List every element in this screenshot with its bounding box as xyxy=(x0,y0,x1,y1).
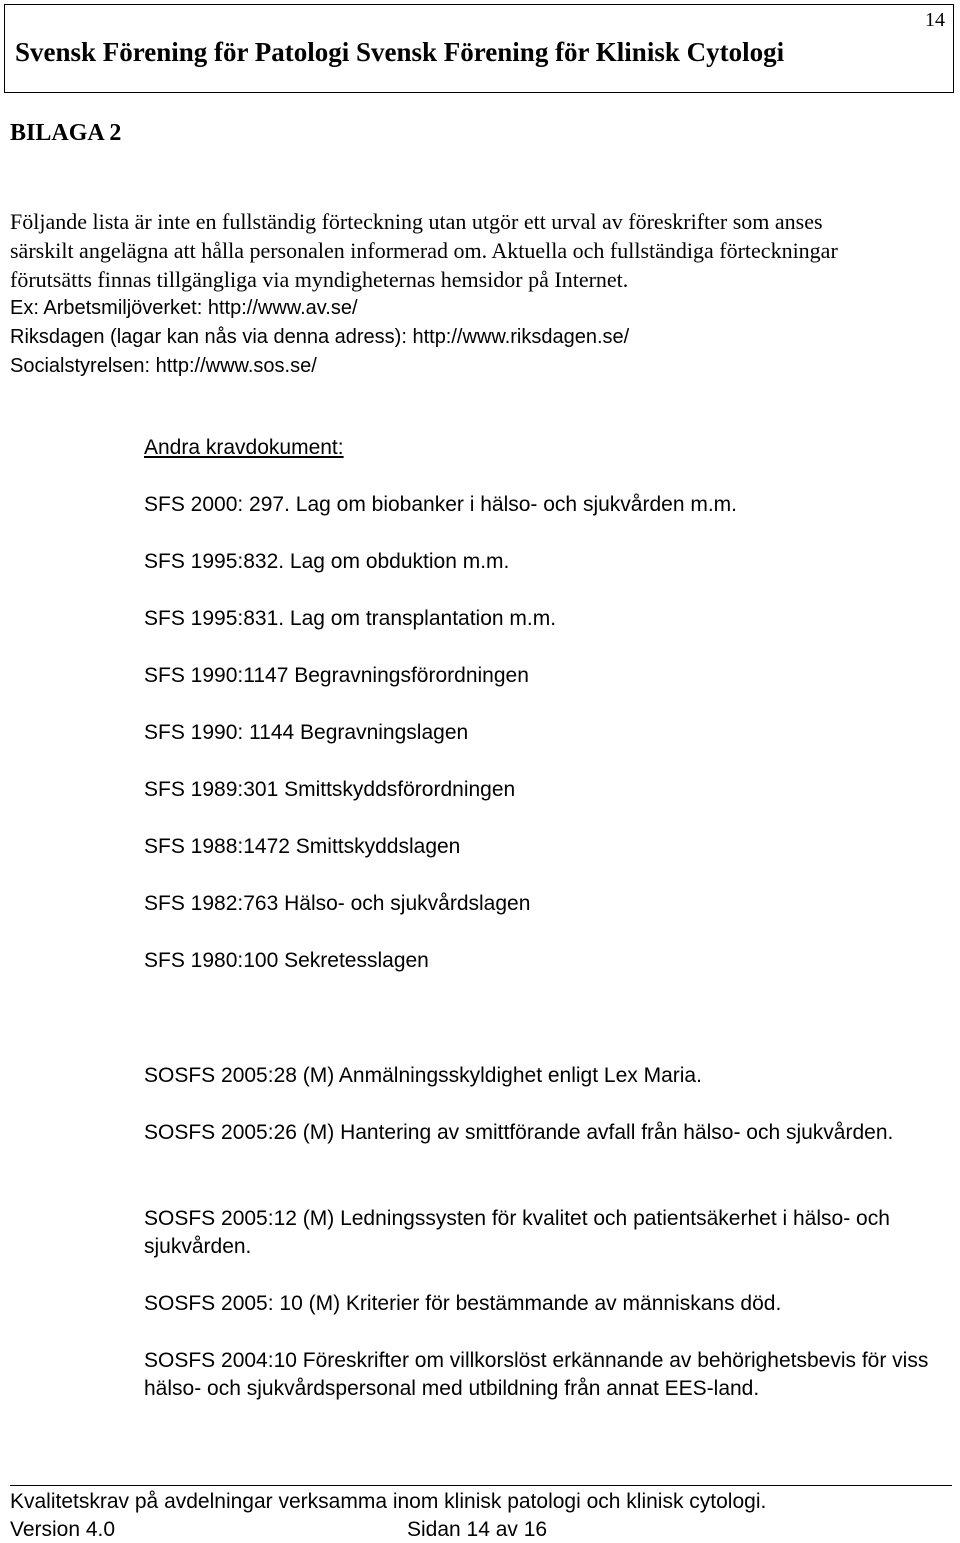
list-item: SFS 1995:831. Lag om transplantation m.m. xyxy=(144,607,557,630)
list-item: SFS 1989:301 Smittskyddsförordningen xyxy=(144,778,516,801)
page-header xyxy=(4,4,954,93)
list-item: SFS 1995:832. Lag om obduktion m.m. xyxy=(144,550,510,573)
intro-line: särskilt angelägna att hålla personalen informerad om. Aktuella och fullständiga förteckningar xyxy=(10,238,838,263)
list-item: SOSFS 2005:28 (M) Anmälningsskyldighet enligt Lex Maria. xyxy=(144,1064,702,1087)
list-item: SFS 1980:100 Sekretesslagen xyxy=(144,949,429,972)
header-title: Svensk Förening för Patologi Svensk Förening för Klinisk Cytologi xyxy=(15,37,785,67)
footer-divider xyxy=(10,1485,952,1486)
intro-line: Följande lista är inte en fullständig förteckning utan utgör ett urval av föreskrifter som anses xyxy=(10,209,823,234)
list-item: SOSFS 2004:10 Föreskrifter om villkorslöst erkännande av behörighetsbevis för viss hälso- och sjukvårdspersonal med utbildning från annat EES-land. xyxy=(144,1349,929,1400)
intro-line: förutsätts finnas tillgängliga via myndigheternas hemsidor på Internet. xyxy=(10,267,629,292)
link-riksdagen[interactable]: Riksdagen (lagar kan nås via denna adress): http://www.riksdagen.se/ xyxy=(10,326,630,348)
footer-title: Kvalitetskrav på avdelningar verksamma inom klinisk patologi och klinisk cytologi. xyxy=(10,1490,767,1513)
section-heading: Andra kravdokument: xyxy=(144,436,344,459)
footer-page-number: Sidan 14 av 16 xyxy=(407,1518,548,1541)
link-socialstyrelsen[interactable]: Socialstyrelsen: http://www.sos.se/ xyxy=(10,355,317,377)
list-item: SFS 2000: 297. Lag om biobanker i hälso- och sjukvården m.m. xyxy=(144,493,737,516)
list-item: SFS 1982:763 Hälso- och sjukvårdslagen xyxy=(144,892,531,915)
list-item: SOSFS 2005:26 (M) Hantering av smittförande avfall från hälso- och sjukvården. xyxy=(144,1121,894,1144)
list-item: SFS 1990:1147 Begravningsförordningen xyxy=(144,664,529,687)
list-item: SOSFS 2005: 10 (M) Kriterier för bestämmande av människans död. xyxy=(144,1292,782,1315)
list-item: SFS 1988:1472 Smittskyddslagen xyxy=(144,835,461,858)
list-item: SFS 1990: 1144 Begravningslagen xyxy=(144,721,469,744)
intro-paragraph xyxy=(10,207,940,381)
link-arbetsmiljoverket[interactable]: Ex: Arbetsmiljöverket: http://www.av.se/ xyxy=(10,297,358,319)
page-number: 14 xyxy=(925,9,945,31)
footer-version: Version 4.0 xyxy=(10,1518,116,1541)
appendix-title: BILAGA 2 xyxy=(10,120,122,146)
list-item: SOSFS 2005:12 (M) Ledningssysten för kvalitet och patientsäkerhet i hälso- och sjukvården. xyxy=(144,1207,890,1258)
